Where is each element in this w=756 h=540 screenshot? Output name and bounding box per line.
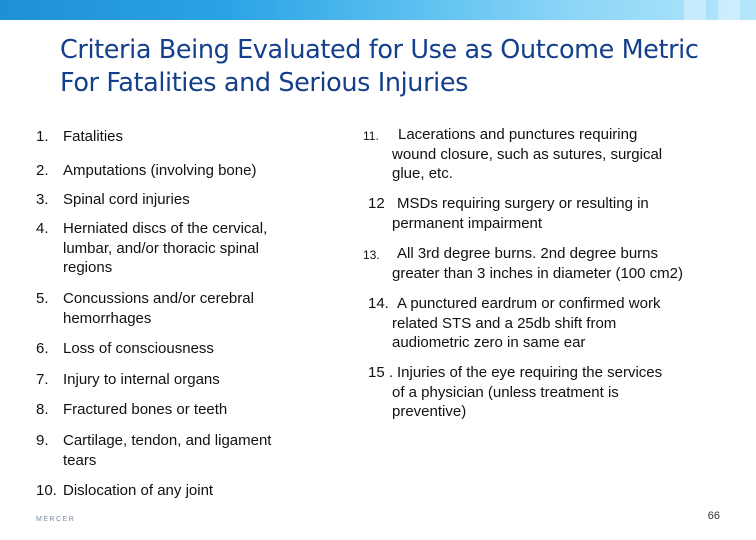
item-number: 10. bbox=[36, 482, 57, 499]
item-number: 4. bbox=[36, 220, 49, 237]
item-text: Injury to internal organs bbox=[63, 371, 220, 388]
item-text-line-1: A punctured eardrum or confirmed work bbox=[397, 295, 661, 312]
item-text-line-1: MSDs requiring surgery or resulting in bbox=[397, 195, 649, 212]
item-number: 2. bbox=[36, 162, 49, 179]
page-number: 66 bbox=[707, 510, 720, 522]
item-text: Amputations (involving bone) bbox=[63, 162, 257, 179]
header-banner bbox=[0, 0, 756, 20]
item-number: 7. bbox=[36, 371, 49, 388]
item-text: Fatalities bbox=[63, 128, 124, 145]
item-text: Spinal cord injuries bbox=[63, 191, 190, 208]
item-text: Dislocation of any joint bbox=[63, 482, 214, 499]
item-text-line-2: hemorrhages bbox=[63, 309, 152, 327]
item-text-line-3: audiometric zero in same ear bbox=[392, 334, 586, 351]
item-text-line-2: greater than 3 inches in diameter (100 cm2) bbox=[392, 264, 683, 282]
item-number: 15 . bbox=[368, 364, 394, 381]
item-number: 13. bbox=[363, 248, 380, 262]
item-text-line-1: Concussions and/or cerebral bbox=[63, 290, 254, 307]
item-text-line-2: lumbar, and/or thoracic spinal bbox=[63, 239, 259, 257]
item-text-line-2: permanent impairment bbox=[392, 214, 543, 232]
item-number: 12 bbox=[368, 195, 385, 212]
item-text-line-3: regions bbox=[63, 259, 113, 276]
item-text-line-1: Herniated discs of the cervical, bbox=[63, 220, 268, 237]
item-text-line-1: Lacerations and punctures requiring bbox=[398, 126, 638, 143]
item-text-line-2: wound closure, such as sutures, surgical bbox=[392, 145, 663, 163]
item-text-line-2: related STS and a 25db shift from bbox=[392, 314, 617, 332]
item-number: 5. bbox=[36, 290, 49, 307]
company-logo: MERCER bbox=[36, 516, 76, 523]
item-text-line-1: All 3rd degree burns. 2nd degree burns bbox=[397, 245, 659, 262]
item-text-line-1: Cartilage, tendon, and ligament bbox=[63, 432, 272, 449]
item-text: Fractured bones or teeth bbox=[63, 401, 228, 418]
item-number: 3. bbox=[36, 191, 49, 208]
item-text-line-3: glue, etc. bbox=[392, 165, 453, 182]
item-text-line-3: preventive) bbox=[392, 403, 467, 420]
item-number: 1. bbox=[36, 128, 49, 145]
item-text-line-1: Injuries of the eye requiring the services bbox=[397, 364, 663, 381]
slide-title-line-1: Criteria Being Evaluated for Use as Outcome Metric bbox=[60, 35, 699, 65]
item-number: 9. bbox=[36, 432, 49, 449]
item-number: 14. bbox=[368, 295, 389, 312]
item-text-line-2: of a physician (unless treatment is bbox=[392, 383, 619, 401]
item-text-line-2: tears bbox=[63, 451, 97, 469]
slide-title-line-2: For Fatalities and Serious Injuries bbox=[60, 68, 469, 98]
slide-title bbox=[60, 34, 750, 100]
item-text: Loss of consciousness bbox=[63, 340, 214, 357]
item-number: 8. bbox=[36, 401, 49, 418]
item-number: 6. bbox=[36, 340, 49, 357]
item-number: 11. bbox=[363, 129, 379, 143]
